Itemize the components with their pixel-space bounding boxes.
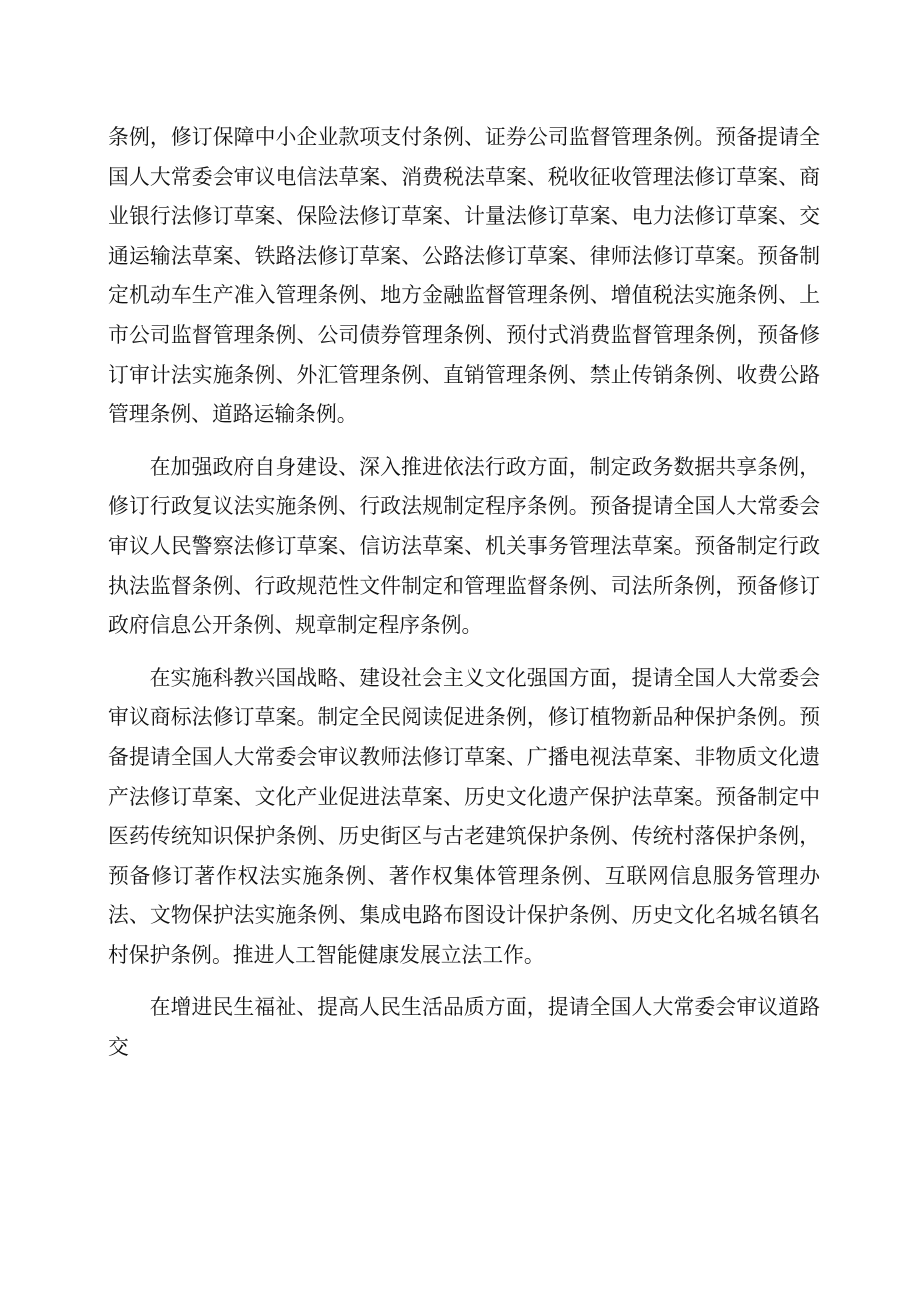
paragraph-government-administration: 在加强政府自身建设、深入推进依法行政方面，制定政务数据共享条例，修订行政复议法实施条例、行政法规制定程序条例。预备提请全国人大常委会审议人民警察法修订草案、信访法草案、机关事务管理法草案。预备制定行政执法监督条例、行政规范性文件制定和管理监督条例、司法所条例，预备修订政府信息公开条例、规章制定程序条例。 <box>108 454 820 638</box>
body-text <box>108 118 820 1081</box>
paragraph-science-culture: 在实施科教兴国战略、建设社会主义文化强国方面，提请全国人大常委会审议商标法修订草案。制定全民阅读促进条例，修订植物新品种保护条例。预备提请全国人大常委会审议教师法修订草案、广播电视法草案、非物质文化遗产法修订草案、文化产业促进法草案、历史文化遗产保护法草案。预备制定中医药传统知识保护条例、历史街区与古老建筑保护条例、传统村落保护条例，预备修订著作权法实施条例、著作权集体管理条例、互联网信息服务管理办法、文物保护法实施条例、集成电路布图设计保护条例、历史文化名城名镇名村保护条例。推进人工智能健康发展立法工作。 <box>108 665 820 967</box>
paragraph-livelihood: 在增进民生福祉、提高人民生活品质方面，提请全国人大常委会审议道路交 <box>108 995 820 1060</box>
paragraph-continued: 条例，修订保障中小企业款项支付条例、证券公司监督管理条例。预备提请全国人大常委会审议电信法草案、消费税法草案、税收征收管理法修订草案、商业银行法修订草案、保险法修订草案、计量法修订草案、电力法修订草案、交通运输法草案、铁路法修订草案、公路法修订草案、律师法修订草案。预备制定机动车生产准入管理条例、地方金融监督管理条例、增值税法实施条例、上市公司监督管理条例、公司债券管理条例、预付式消费监督管理条例，预备修订审计法实施条例、外汇管理条例、直销管理条例、禁止传销条例、收费公路管理条例、道路运输条例。 <box>108 125 820 427</box>
